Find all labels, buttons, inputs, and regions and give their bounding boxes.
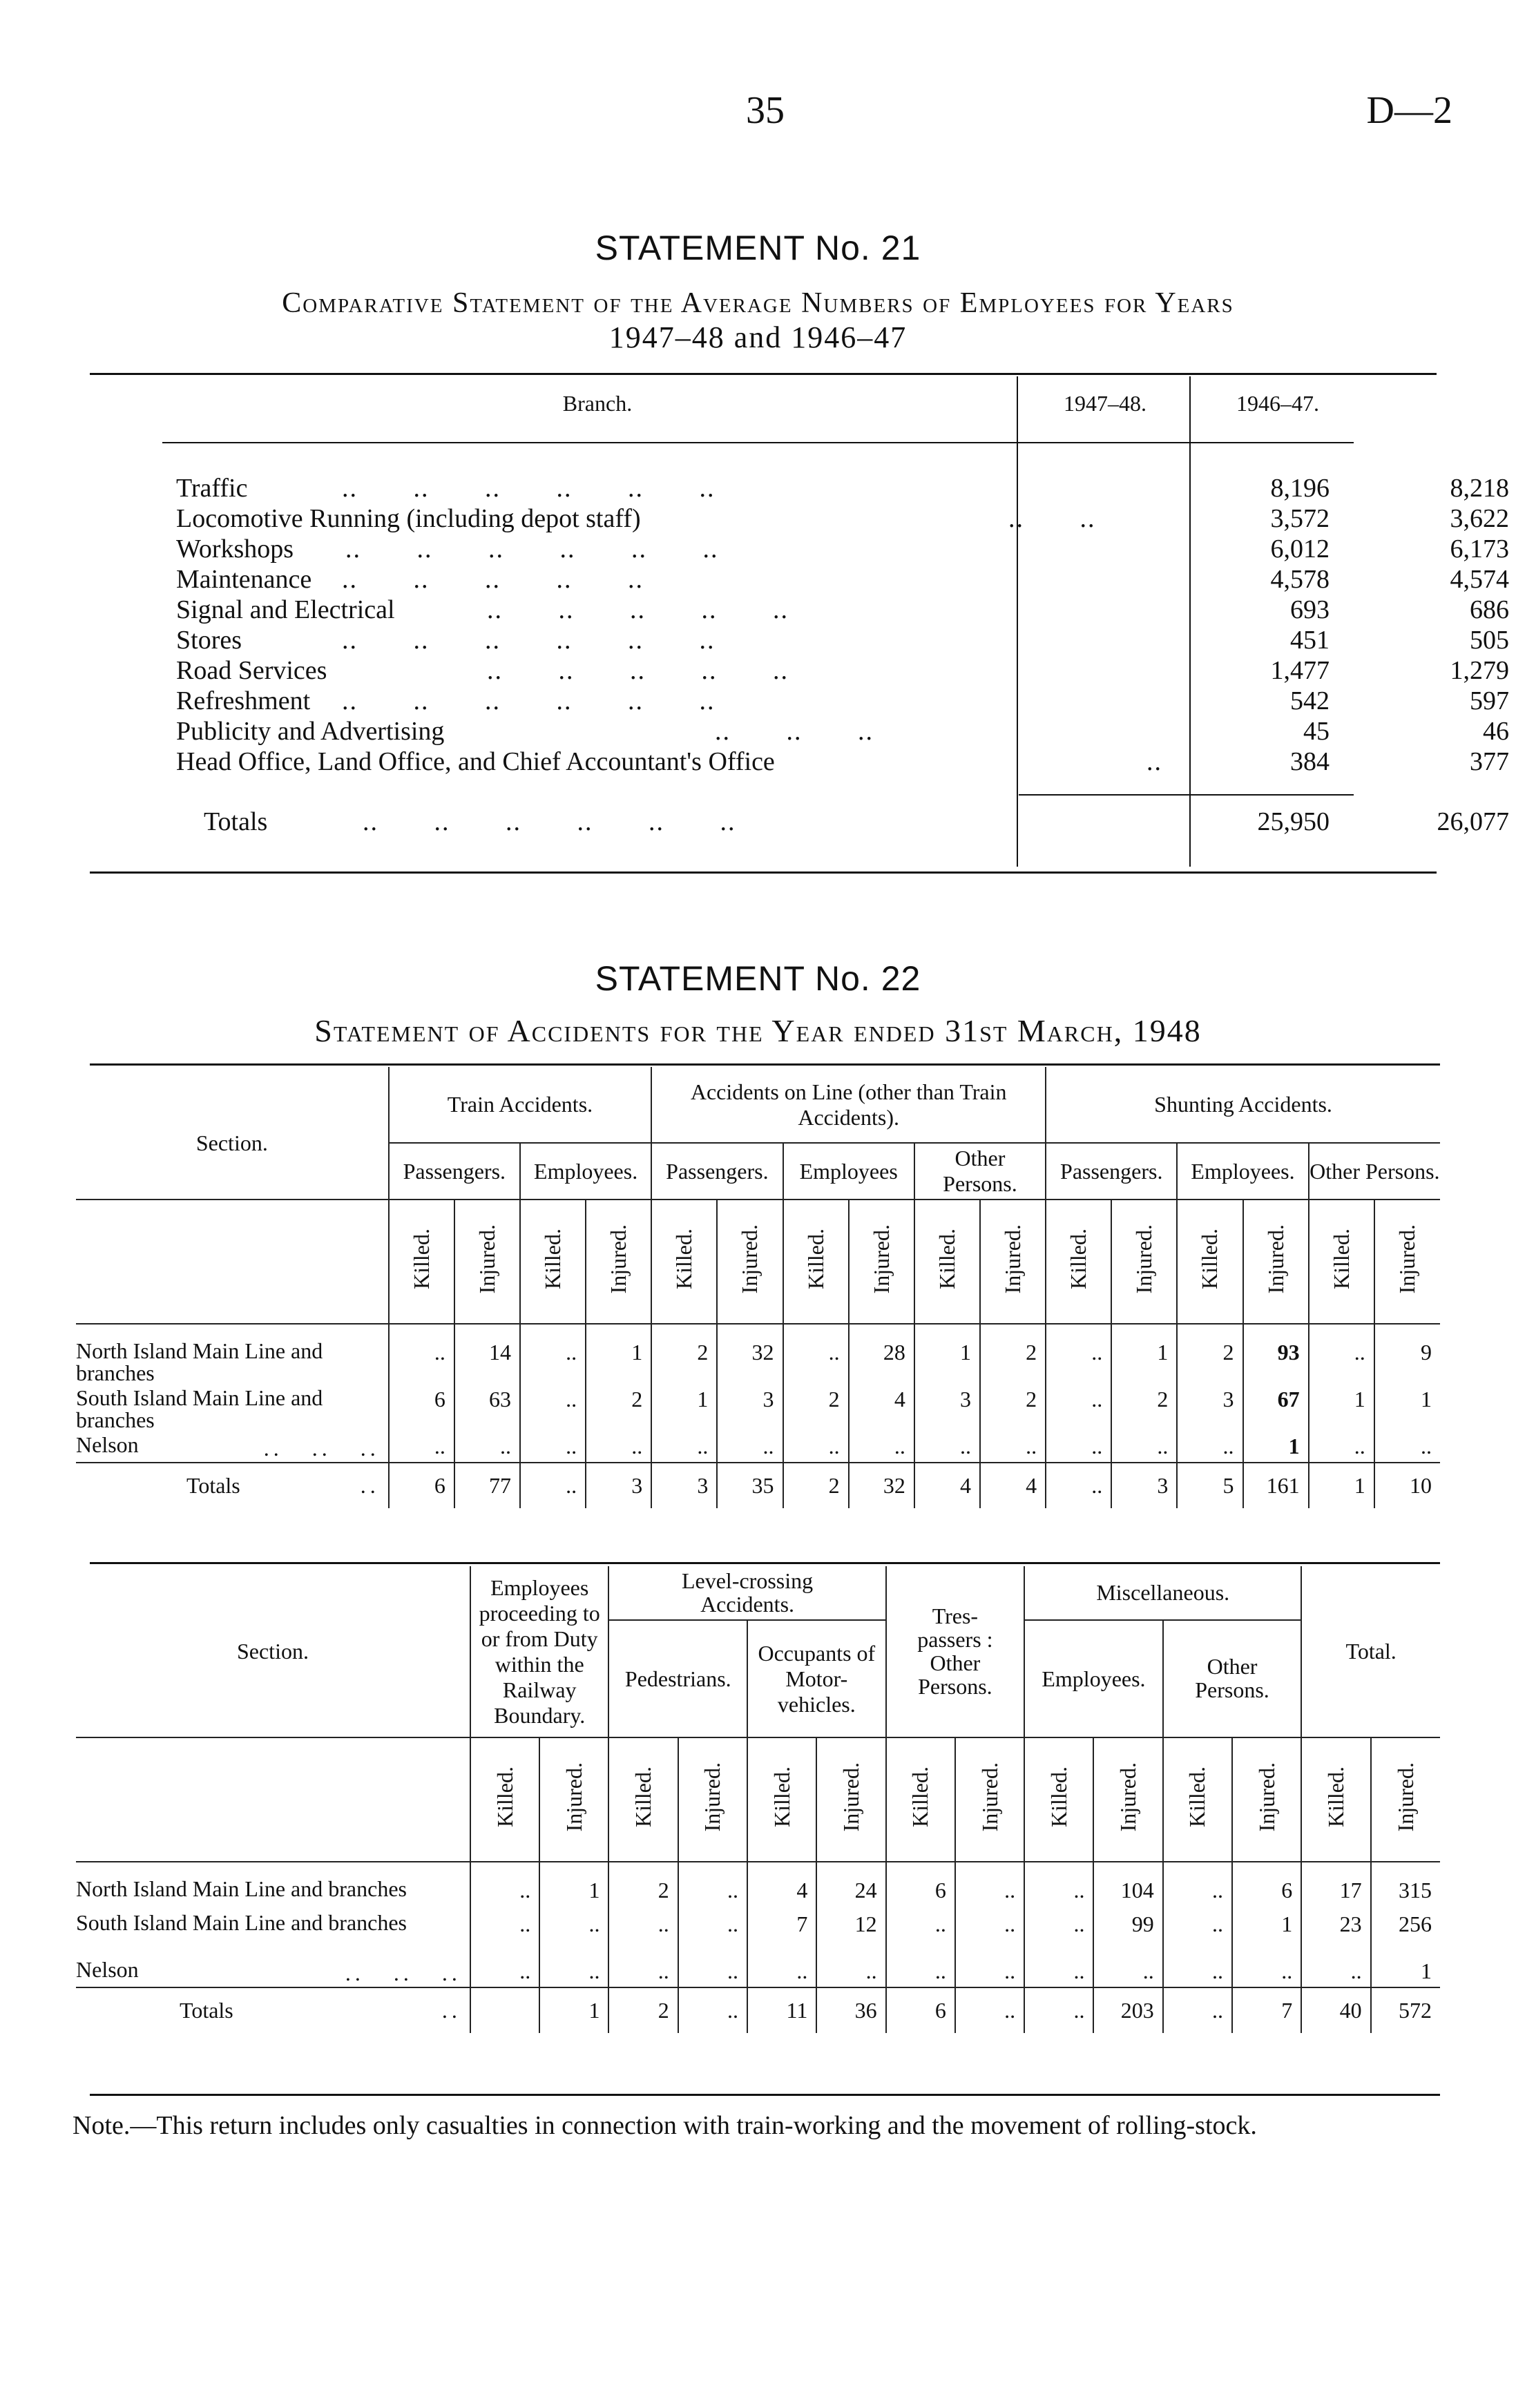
statement-22-subtitle: Statement of Accidents for the Year ended 31st March, 1948 <box>314 1013 1202 1048</box>
statement-21-row <box>176 625 1509 655</box>
value-cell: .. <box>1163 1956 1232 1987</box>
section-name: Nelson .. .. .. <box>76 1432 380 1461</box>
value-cell: .. <box>1309 1431 1374 1463</box>
rule <box>162 442 1354 443</box>
total-cell: 4 <box>914 1463 980 1508</box>
injured-header: Injured. <box>1374 1200 1440 1324</box>
total-cell: 1 <box>539 1987 608 2033</box>
injured-header: Injured. <box>1111 1200 1177 1324</box>
train-passengers-header: Passengers. <box>389 1143 520 1200</box>
value-cell: .. <box>717 1431 783 1463</box>
value-cell: 93 <box>1243 1324 1309 1384</box>
blank-cell <box>76 1200 389 1324</box>
section-name: North Island Main Line and branches <box>76 1338 323 1385</box>
value-cell: 1 <box>1243 1431 1309 1463</box>
value-cell: 6 <box>389 1384 454 1431</box>
value-cell: .. <box>1046 1431 1111 1463</box>
value-cell: .. <box>520 1324 586 1384</box>
value-cell: .. <box>1046 1384 1111 1431</box>
injured-header: Injured. <box>678 1737 747 1862</box>
statement-21-totals-row <box>176 807 1509 837</box>
value-cell: .. <box>849 1431 914 1463</box>
value-cell: .. <box>470 1956 539 1987</box>
col-branch-header: Branch. <box>562 391 633 416</box>
value-1946: 686 <box>1470 595 1509 624</box>
line-accidents-header: Accidents on Line (other than Train Accidents). <box>651 1067 1046 1143</box>
misc-other-header: Other Persons. <box>1163 1620 1302 1737</box>
value-1946: 505 <box>1470 626 1509 655</box>
value-cell: .. <box>651 1431 717 1463</box>
value-1946: 3,622 <box>1450 504 1509 533</box>
leader-dots: .. .. .. .. .. .. <box>342 474 716 503</box>
value-cell: .. <box>816 1956 885 1987</box>
total-cell: .. <box>520 1463 586 1508</box>
value-cell: .. <box>678 1909 747 1956</box>
value-cell: 4 <box>747 1862 816 1909</box>
table-row <box>76 1384 1440 1431</box>
injured-header: Injured. <box>1232 1737 1301 1862</box>
total-cell: 77 <box>454 1463 520 1508</box>
total-cell: 572 <box>1371 1987 1440 2033</box>
value-cell: .. <box>783 1431 849 1463</box>
injured-header: Injured. <box>454 1200 520 1324</box>
value-cell: .. <box>520 1384 586 1431</box>
branch-name: Locomotive Running (including depot staff) <box>176 504 641 533</box>
statement-21-row <box>176 595 1509 625</box>
train-employees-header: Employees. <box>520 1143 651 1200</box>
total-cell: 32 <box>849 1463 914 1508</box>
value-cell: 2 <box>980 1384 1046 1431</box>
employees-duty-header: Employees proceeding to or from Duty within the Railway Boundary. <box>470 1566 609 1737</box>
level-crossing-header: Level-crossing Accidents. <box>608 1566 885 1620</box>
value-cell: 1 <box>539 1862 608 1909</box>
table-row <box>76 1431 1440 1463</box>
rule <box>90 2094 1440 2096</box>
value-cell: 2 <box>586 1384 651 1431</box>
total-cell: 3 <box>1111 1463 1177 1508</box>
value-cell: .. <box>955 1956 1024 1987</box>
value-cell: .. <box>980 1431 1046 1463</box>
value-cell: .. <box>454 1431 520 1463</box>
statement-21-row <box>176 655 1509 686</box>
leader-dots: .. .. .. .. .. .. <box>345 534 719 564</box>
killed-header: Killed. <box>1309 1200 1374 1324</box>
value-cell: 2 <box>608 1862 678 1909</box>
value-cell: 1 <box>914 1324 980 1384</box>
value-cell: .. <box>1374 1431 1440 1463</box>
value-1947: 6,012 <box>1270 534 1330 564</box>
injured-header: Injured. <box>1093 1737 1162 1862</box>
table-row <box>76 1909 1440 1956</box>
shunting-accidents-header: Shunting Accidents. <box>1046 1067 1440 1143</box>
shunting-passengers-header: Passengers. <box>1046 1143 1177 1200</box>
value-cell: .. <box>747 1956 816 1987</box>
section-name: South Island Main Line and branches <box>76 1910 407 1935</box>
value-cell: .. <box>678 1862 747 1909</box>
injured-header: Injured. <box>955 1737 1024 1862</box>
rule <box>90 871 1437 874</box>
killed-header: Killed. <box>651 1200 717 1324</box>
total-cell: 4 <box>980 1463 1046 1508</box>
value-cell: .. <box>608 1956 678 1987</box>
rule <box>90 1562 1440 1564</box>
value-1947: 1,477 <box>1270 656 1330 685</box>
value-cell: 28 <box>849 1324 914 1384</box>
totals-label: Totals .. <box>186 1473 380 1498</box>
value-cell: .. <box>1024 1956 1093 1987</box>
value-cell: 1 <box>651 1384 717 1431</box>
leader-dots: .. .. .. .. .. .. <box>363 807 736 836</box>
value-cell: .. <box>678 1956 747 1987</box>
value-cell: 32 <box>717 1324 783 1384</box>
value-cell: 1 <box>1371 1956 1440 1987</box>
total-cell: .. <box>955 1987 1024 2033</box>
total-cell: .. <box>1046 1463 1111 1508</box>
branch-name: Workshops <box>176 534 294 564</box>
injured-header: Injured. <box>1243 1200 1309 1324</box>
leader-dots: .. .. .. .. .. <box>487 595 789 624</box>
table-row <box>76 1956 1440 1987</box>
value-cell: .. <box>955 1862 1024 1909</box>
value-1947: 451 <box>1290 626 1330 655</box>
value-cell: .. <box>470 1862 539 1909</box>
trespassers-header: Tres-passers : Other Persons. <box>886 1566 1025 1737</box>
branch-name: Publicity and Advertising <box>176 717 445 746</box>
miscellaneous-header: Miscellaneous. <box>1024 1566 1301 1620</box>
value-cell: 63 <box>454 1384 520 1431</box>
section-name: Nelson .. .. .. <box>76 1957 461 1985</box>
value-cell: 2 <box>651 1324 717 1384</box>
value-cell: .. <box>1024 1909 1093 1956</box>
value-1947: 693 <box>1290 595 1330 624</box>
value-1946: 377 <box>1470 747 1509 776</box>
statement-21-row <box>176 747 1509 777</box>
killed-header: Killed. <box>1046 1200 1111 1324</box>
value-1946: 8,218 <box>1450 474 1509 503</box>
total-cell: 10 <box>1374 1463 1440 1508</box>
blank-cell <box>76 1737 470 1862</box>
value-1946: 1,279 <box>1450 656 1509 685</box>
branch-name: Stores <box>176 626 242 655</box>
injured-header: Injured. <box>816 1737 885 1862</box>
value-cell: 104 <box>1093 1862 1162 1909</box>
value-cell: .. <box>470 1909 539 1956</box>
injured-header: Injured. <box>717 1200 783 1324</box>
value-cell: .. <box>520 1431 586 1463</box>
value-cell: .. <box>389 1431 454 1463</box>
statement-22-title: STATEMENT No. 22 <box>595 959 921 998</box>
total-cell: 5 <box>1177 1463 1242 1508</box>
leader-dots: .. .. .. .. .. <box>342 565 644 594</box>
total-cell: 35 <box>717 1463 783 1508</box>
branch-name: Road Services <box>176 656 327 685</box>
total-cell: 40 <box>1301 1987 1370 2033</box>
injured-header: Injured. <box>1371 1737 1440 1862</box>
leader-dots: .. .. .. .. .. <box>487 656 789 685</box>
value-cell: .. <box>539 1956 608 1987</box>
section-name: North Island Main Line and branches <box>76 1876 407 1901</box>
occupants-header: Occupants of Motor-vehicles. <box>747 1620 886 1737</box>
total-cell: 6 <box>389 1463 454 1508</box>
statement-21-row <box>176 686 1509 716</box>
killed-header: Killed. <box>1177 1200 1242 1324</box>
value-cell: 17 <box>1301 1862 1370 1909</box>
section-header: Section. <box>236 1639 309 1664</box>
total-cell: .. <box>678 1987 747 2033</box>
table-row <box>76 1862 1440 1909</box>
value-cell: .. <box>1093 1956 1162 1987</box>
value-cell: .. <box>539 1909 608 1956</box>
value-cell: .. <box>886 1909 955 1956</box>
value-cell: 99 <box>1093 1909 1162 1956</box>
total-cell: 7 <box>1232 1987 1301 2033</box>
branch-name: Signal and Electrical <box>176 595 395 624</box>
section-name: South Island Main Line and branches <box>76 1385 323 1432</box>
injured-header: Injured. <box>586 1200 651 1324</box>
value-cell: 2 <box>980 1324 1046 1384</box>
value-cell: .. <box>1111 1431 1177 1463</box>
injured-header: Injured. <box>849 1200 914 1324</box>
branch-name: Maintenance <box>176 565 312 594</box>
value-cell: .. <box>1046 1324 1111 1384</box>
killed-header: Killed. <box>520 1200 586 1324</box>
total-cell: 2 <box>608 1987 678 2033</box>
value-cell: .. <box>886 1956 955 1987</box>
value-cell: .. <box>783 1324 849 1384</box>
value-1946: 6,173 <box>1450 534 1509 564</box>
value-cell: 3 <box>1177 1384 1242 1431</box>
value-1946: 46 <box>1483 717 1509 746</box>
total-cell: .. <box>1024 1987 1093 2033</box>
value-cell: 2 <box>783 1384 849 1431</box>
total-cell: 6 <box>886 1987 955 2033</box>
value-cell: 2 <box>1177 1324 1242 1384</box>
total-cell: 161 <box>1243 1463 1309 1508</box>
line-other-header: Other Persons. <box>914 1143 1046 1200</box>
value-cell: 1 <box>1232 1909 1301 1956</box>
value-cell: .. <box>1232 1956 1301 1987</box>
value-cell: 1 <box>1111 1324 1177 1384</box>
total-cell: 3 <box>651 1463 717 1508</box>
value-cell: 315 <box>1371 1862 1440 1909</box>
document-reference: D—2 <box>1366 89 1452 132</box>
value-1947: 3,572 <box>1270 504 1330 533</box>
leader-dots: .. .. <box>1008 504 1096 533</box>
rule <box>90 373 1437 375</box>
injured-header: Injured. <box>980 1200 1046 1324</box>
statement-21-row <box>176 534 1509 564</box>
train-accidents-header: Train Accidents. <box>389 1067 652 1143</box>
rule <box>90 1063 1440 1066</box>
leader-dots: .. .. .. .. .. .. <box>342 686 716 715</box>
statement-21-subtitle-line1: Comparative Statement of the Average Numbers of Employees for Years <box>282 287 1234 319</box>
statement-21-row <box>176 716 1509 747</box>
total-cell: 36 <box>816 1987 885 2033</box>
total-cell: .. <box>1163 1987 1232 2033</box>
accidents-table-a <box>76 1067 1440 1508</box>
value-cell: 1 <box>1374 1384 1440 1431</box>
value-cell: .. <box>389 1324 454 1384</box>
totals-row <box>76 1987 1440 2033</box>
total-cell: 2 <box>783 1463 849 1508</box>
table-row <box>76 1324 1440 1384</box>
page-number: 35 <box>746 89 785 132</box>
value-cell: .. <box>955 1909 1024 1956</box>
killed-header: Killed. <box>886 1737 955 1862</box>
total-cell: 11 <box>747 1987 816 2033</box>
totals-label: Totals .. <box>180 1998 461 2023</box>
value-1947: 4,578 <box>1270 565 1330 594</box>
value-cell: 2 <box>1111 1384 1177 1431</box>
shunting-other-header: Other Persons. <box>1309 1143 1440 1200</box>
killed-header: Killed. <box>608 1737 678 1862</box>
value-cell: .. <box>1163 1862 1232 1909</box>
killed-header: Killed. <box>747 1737 816 1862</box>
killed-header: Killed. <box>389 1200 454 1324</box>
branch-name: Refreshment <box>176 686 311 715</box>
value-1947: 8,196 <box>1270 474 1330 503</box>
value-cell: 14 <box>454 1324 520 1384</box>
statement-21-row <box>176 473 1509 503</box>
value-cell: 67 <box>1243 1384 1309 1431</box>
total-cell: 1 <box>1309 1463 1374 1508</box>
value-cell: 6 <box>886 1862 955 1909</box>
totals-rule <box>1019 794 1354 796</box>
branch-name: Traffic <box>176 474 248 503</box>
killed-header: Killed. <box>1024 1737 1093 1862</box>
injured-header: Injured. <box>539 1737 608 1862</box>
value-cell: .. <box>1024 1862 1093 1909</box>
line-passengers-header: Passengers. <box>651 1143 783 1200</box>
leader-dots: .. <box>1146 747 1162 776</box>
total-header: Total. <box>1301 1566 1440 1737</box>
killed-header: Killed. <box>914 1200 980 1324</box>
shunting-employees-header: Employees. <box>1177 1143 1308 1200</box>
leader-dots: .. .. .. .. .. .. <box>342 626 716 655</box>
value-cell: .. <box>914 1431 980 1463</box>
value-cell: .. <box>586 1431 651 1463</box>
value-cell: 1 <box>586 1324 651 1384</box>
value-cell: .. <box>1163 1909 1232 1956</box>
totals-1946: 26,077 <box>1437 807 1509 836</box>
misc-employees-header: Employees. <box>1024 1620 1163 1737</box>
value-cell: 7 <box>747 1909 816 1956</box>
value-cell: 3 <box>914 1384 980 1431</box>
value-cell: 24 <box>816 1862 885 1909</box>
value-cell: 9 <box>1374 1324 1440 1384</box>
leader-dots: .. .. .. <box>715 717 874 746</box>
pedestrians-header: Pedestrians. <box>608 1620 747 1737</box>
value-cell: .. <box>608 1909 678 1956</box>
section-header: Section. <box>195 1130 268 1155</box>
value-1946: 597 <box>1470 686 1509 715</box>
value-cell: 4 <box>849 1384 914 1431</box>
statement-21-row <box>176 564 1509 595</box>
line-employees-header: Employees <box>783 1143 914 1200</box>
note: Note.—This return includes only casualties in connection with train-working and the movement of rolling-stock. <box>73 2111 1257 2140</box>
value-cell: 256 <box>1371 1909 1440 1956</box>
statement-21-title: STATEMENT No. 21 <box>595 229 921 267</box>
value-cell: 1 <box>1309 1384 1374 1431</box>
value-1947: 45 <box>1303 717 1330 746</box>
branch-name: Head Office, Land Office, and Chief Accountant's Office <box>176 747 775 776</box>
killed-header: Killed. <box>783 1200 849 1324</box>
killed-header: Killed. <box>1301 1737 1370 1862</box>
killed-header: Killed. <box>470 1737 539 1862</box>
value-1947: 542 <box>1290 686 1330 715</box>
value-cell: .. <box>1309 1324 1374 1384</box>
value-cell: 23 <box>1301 1909 1370 1956</box>
statement-21-subtitle-line2: 1947–48 and 1946–47 <box>608 320 908 354</box>
statement-21-row <box>176 503 1509 534</box>
value-cell: 6 <box>1232 1862 1301 1909</box>
total-cell: 203 <box>1093 1987 1162 2033</box>
value-1947: 384 <box>1290 747 1330 776</box>
col-1946-header: 1946–47. <box>1236 391 1319 416</box>
col-1947-header: 1947–48. <box>1064 391 1146 416</box>
total-cell: 3 <box>586 1463 651 1508</box>
killed-header: Killed. <box>1163 1737 1232 1862</box>
value-cell: 12 <box>816 1909 885 1956</box>
value-1946: 4,574 <box>1450 565 1509 594</box>
value-cell: .. <box>1301 1956 1370 1987</box>
value-cell: .. <box>1177 1431 1242 1463</box>
total-cell <box>470 1987 539 2033</box>
accidents-table-b <box>76 1566 1440 2033</box>
totals-label: Totals <box>204 807 268 836</box>
totals-row <box>76 1463 1440 1508</box>
value-cell: 3 <box>717 1384 783 1431</box>
totals-1947: 25,950 <box>1257 807 1330 836</box>
